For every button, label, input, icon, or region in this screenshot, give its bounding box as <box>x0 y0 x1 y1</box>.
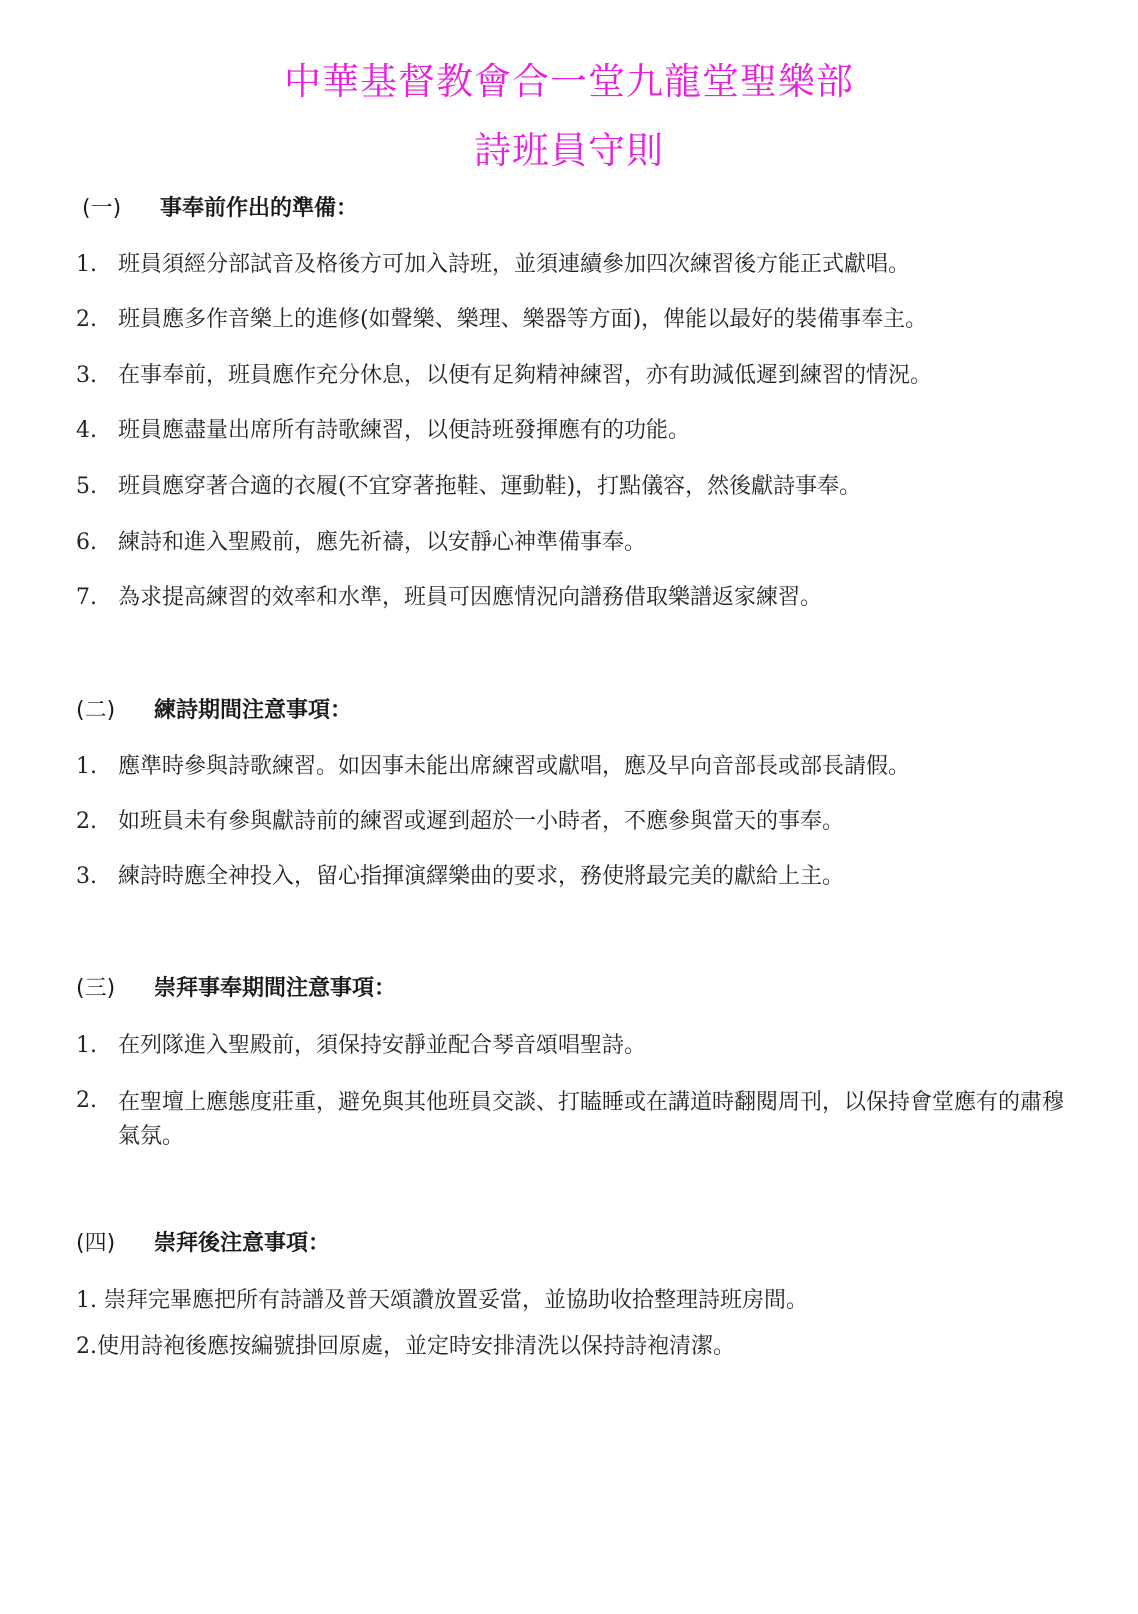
item-number: 1. <box>76 1288 97 1313</box>
item-text: 如班員未有參與獻詩前的練習或遲到超於一小時者，不應參與當天的事奉。 <box>118 809 845 834</box>
list-item <box>76 305 927 335</box>
item-text: 在聖壇上應態度莊重，避免與其他班員交談、打瞌睡或在講道時翻閱周刊，以保持會堂應有的肅穆氣氛。 <box>118 1090 1065 1149</box>
list-item <box>76 528 646 558</box>
section-heading <box>76 696 352 726</box>
item-text: 班員須經分部試音及格後方可加入詩班，並須連續參加四次練習後方能正式獻唱。 <box>118 252 911 277</box>
item-text: 應準時參與詩歌練習。如因事未能出席練習或獻唱，應及早向音部長或部長請假。 <box>118 754 911 779</box>
item-number: 5. <box>76 474 97 499</box>
item-number: 2. <box>76 809 97 834</box>
list-item <box>76 361 932 391</box>
section-heading <box>82 194 358 224</box>
item-text: 使用詩袍後應按編號掛回原處，並定時安排清洗以保持詩袍清潔。 <box>97 1334 736 1359</box>
item-number: 2. <box>76 1334 97 1359</box>
item-text: 在列隊進入聖殿前，須保持安靜並配合琴音頌唱聖詩。 <box>118 1033 647 1058</box>
list-item <box>76 807 844 837</box>
item-number: 3. <box>76 363 97 388</box>
section-title: 崇拜事奉期間注意事項： <box>154 976 397 1001</box>
item-text: 班員應穿著合適的衣履(不宜穿著拖鞋、運動鞋)，打點儀容，然後獻詩事奉。 <box>118 474 862 499</box>
item-text: 班員應多作音樂上的進修(如聲樂、樂理、樂器等方面)，俾能以最好的裝備事奉主。 <box>118 307 928 332</box>
item-number: 2. <box>76 307 97 332</box>
item-number: 1. <box>76 252 97 277</box>
item-text: 練詩時應全神投入，留心指揮演繹樂曲的要求，務使將最完美的獻給上主。 <box>118 864 845 889</box>
section-heading <box>76 974 396 1004</box>
list-item <box>76 862 844 892</box>
section-heading <box>76 1229 330 1259</box>
list-item <box>76 1286 808 1316</box>
section-title: 崇拜後注意事項： <box>154 1231 331 1256</box>
item-text: 為求提高練習的效率和水準，班員可因應情況向譜務借取樂譜返家練習。 <box>118 585 823 610</box>
item-number: 6. <box>76 530 97 555</box>
section-number: (四) <box>76 1231 116 1256</box>
item-number: 2. <box>76 1088 97 1113</box>
item-number: 1. <box>76 1033 97 1058</box>
item-number: 1. <box>76 754 97 779</box>
list-item <box>76 1332 735 1362</box>
item-number: 4. <box>76 418 97 443</box>
list-item <box>76 472 861 502</box>
list-item <box>76 416 690 446</box>
list-item <box>76 1086 1066 1154</box>
section-title: 事奉前作出的準備： <box>160 196 359 221</box>
section-number: (三) <box>76 976 116 1001</box>
section-number: (一) <box>82 196 122 221</box>
list-item <box>76 752 910 782</box>
section-number: (二) <box>76 698 116 723</box>
item-text: 崇拜完畢應把所有詩譜及普天頌讚放置妥當，並協助收拾整理詩班房間。 <box>104 1288 809 1313</box>
item-number: 3. <box>76 864 97 889</box>
item-number: 7. <box>76 585 97 610</box>
item-text: 班員應盡量出席所有詩歌練習，以便詩班發揮應有的功能。 <box>118 418 691 443</box>
section-title: 練詩期間注意事項： <box>154 698 353 723</box>
document-subtitle: 詩班員守則 <box>474 129 664 172</box>
item-text: 練詩和進入聖殿前，應先祈禱，以安靜心神準備事奉。 <box>118 530 647 555</box>
item-text: 在事奉前，班員應作充分休息，以便有足夠精神練習，亦有助減低遲到練習的情況。 <box>118 363 933 388</box>
list-item <box>76 1031 646 1061</box>
list-item <box>76 583 822 613</box>
list-item <box>76 250 910 280</box>
document-title: 中華基督教會合一堂九龍堂聖樂部 <box>284 60 854 103</box>
